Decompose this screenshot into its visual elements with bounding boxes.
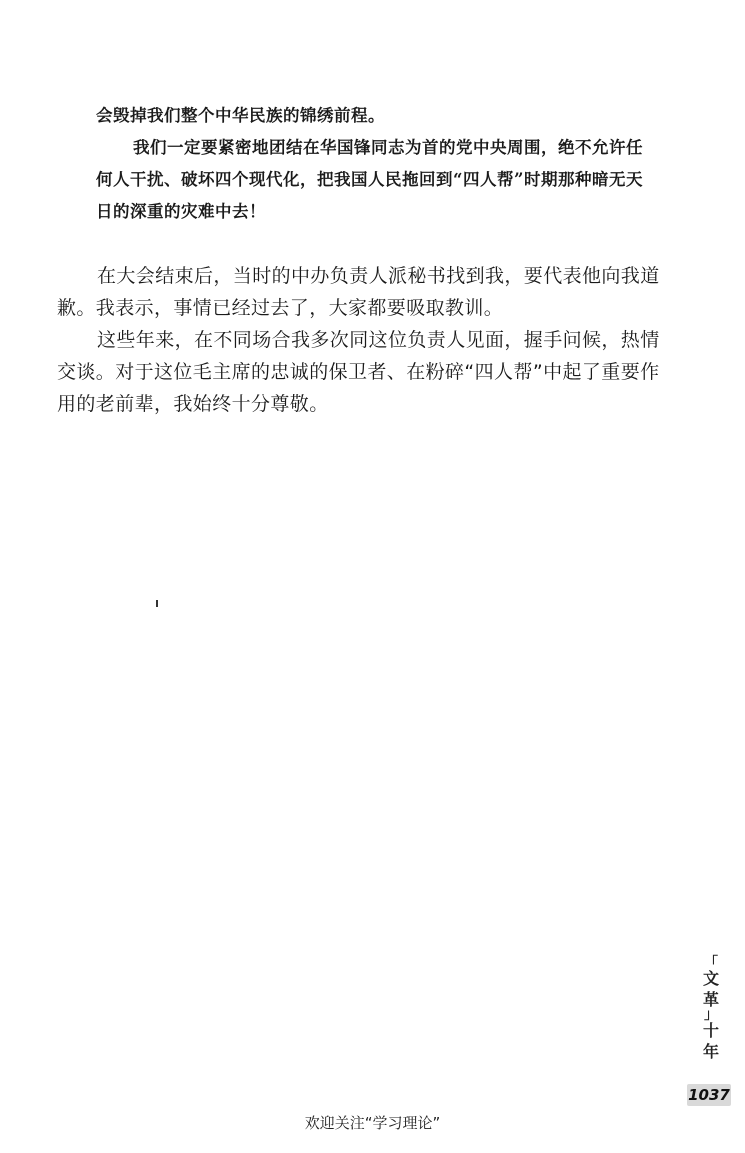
footer-caption: 欢迎关注“学习理论”	[304, 1114, 441, 1132]
paragraph-2: 这些年来，在不同场合我多次同这位负责人见面，握手问候，热情交谈。对于这位毛主席的忠诚的保卫者、在粉碎“四人帮”中起了重要作用的老前辈，我始终十分尊敬。	[57, 329, 660, 415]
page-number: 1037	[688, 1086, 730, 1104]
paragraph-1: 在大会结束后，当时的中办负责人派秘书找到我，要代表他向我道歉。我表示，事情已经过去了，大家都要吸取教训。	[57, 265, 660, 319]
running-head-char-2: 革	[702, 990, 719, 1009]
running-head-open-bracket: 「	[704, 955, 718, 971]
quote-paragraph-2: 我们一定要紧密地团结在华国锋同志为首的党中央周围，绝不允许任何人干扰、破坏四个现代化，把我国人民拖回到“四人帮”时期那种暗无天日的深重的灾难中去！	[96, 138, 643, 221]
stray-mark	[156, 600, 158, 607]
running-head-close-bracket: 」	[704, 1007, 718, 1023]
quote-line-1: 会毁掉我们整个中华民族的锦绣前程。	[96, 106, 385, 125]
running-head-char-1: 文	[702, 969, 719, 988]
running-head-char-4: 年	[702, 1042, 719, 1061]
running-head-char-3: 十	[702, 1021, 719, 1040]
quoted-passage	[96, 100, 656, 228]
body-text	[57, 260, 669, 420]
running-head	[695, 955, 727, 1062]
